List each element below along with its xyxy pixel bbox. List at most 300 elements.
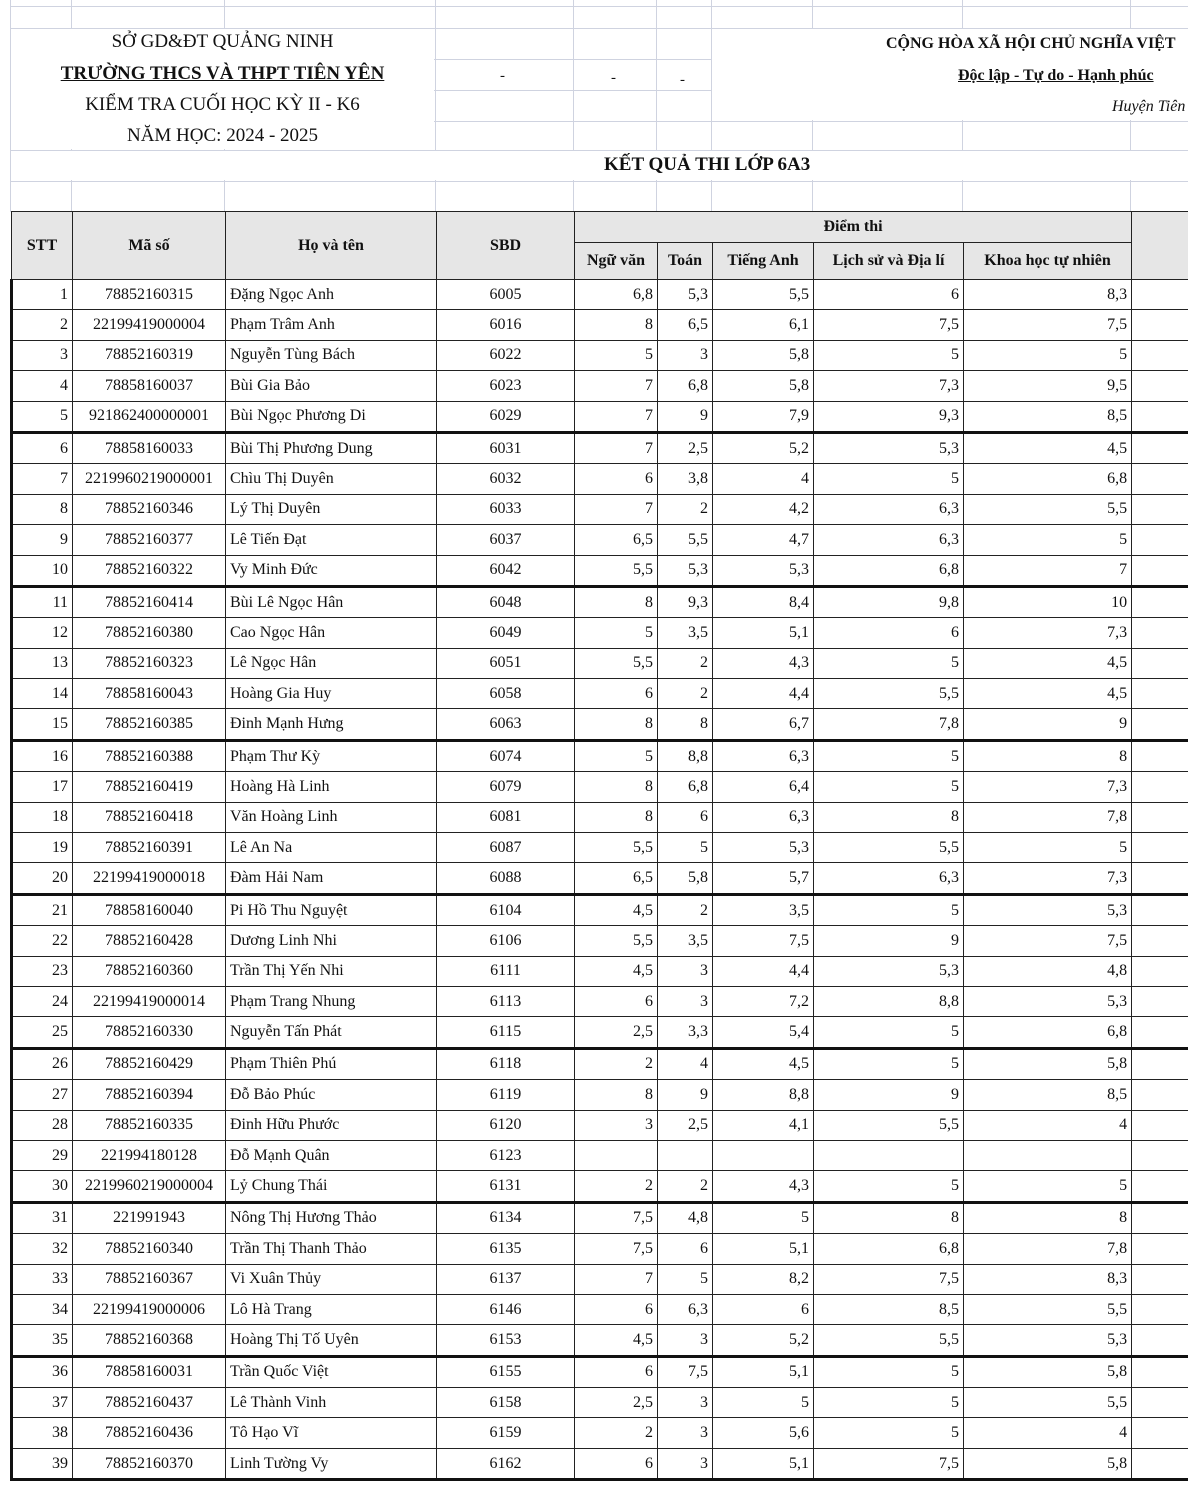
cell-extra <box>1132 1080 1188 1110</box>
cell-sbd: 6042 <box>437 555 575 586</box>
cell-english: 4,5 <box>713 1048 814 1079</box>
cell-extra <box>1132 432 1188 463</box>
cell-english: 5,2 <box>713 1325 814 1356</box>
cell-history-geography: 8,8 <box>814 986 964 1016</box>
cell-math: 2 <box>658 894 713 925</box>
cell-literature: 8 <box>575 802 658 832</box>
column-header-english: Tiếng Anh <box>713 243 814 280</box>
table-row <box>12 340 1188 370</box>
cell-extra <box>1132 986 1188 1016</box>
cell-student-id: 22199419000006 <box>73 1294 226 1324</box>
cell-history-geography: 6 <box>814 280 964 310</box>
cell-stt: 12 <box>12 618 73 648</box>
cell-natural-science: 7,5 <box>964 926 1132 956</box>
cell-literature: 6 <box>575 986 658 1016</box>
table-row <box>12 863 1188 894</box>
cell-extra <box>1132 740 1188 771</box>
cell-literature: 8 <box>575 772 658 802</box>
cell-stt: 25 <box>12 1017 73 1048</box>
cell-natural-science: 4,5 <box>964 648 1132 678</box>
cell-student-name: Lê Thành Vinh <box>226 1388 437 1418</box>
cell-natural-science: 8 <box>964 1202 1132 1233</box>
cell-student-name: Bùi Gia Bảo <box>226 371 437 401</box>
table-row <box>12 802 1188 832</box>
table-row <box>12 740 1188 771</box>
table-row <box>12 1140 1188 1170</box>
cell-math: 5,3 <box>658 555 713 586</box>
cell-extra <box>1132 340 1188 370</box>
cell-literature: 6,8 <box>575 280 658 310</box>
cell-natural-science <box>964 1140 1132 1170</box>
cell-extra <box>1132 679 1188 709</box>
cell-english: 4 <box>713 464 814 494</box>
cell-student-id: 78852160419 <box>73 772 226 802</box>
cell-history-geography: 6,3 <box>814 525 964 555</box>
cell-sbd: 6005 <box>437 280 575 310</box>
cell-natural-science: 4,5 <box>964 679 1132 709</box>
cell-extra <box>1132 310 1188 340</box>
cell-student-name: Cao Ngọc Hân <box>226 618 437 648</box>
cell-natural-science: 5,8 <box>964 1048 1132 1079</box>
cell-extra <box>1132 1017 1188 1048</box>
table-row <box>12 709 1188 740</box>
cell-natural-science: 7,3 <box>964 772 1132 802</box>
cell-extra <box>1132 1110 1188 1140</box>
cell-student-name: Bùi Ngọc Phương Di <box>226 401 437 432</box>
cell-sbd: 6087 <box>437 833 575 863</box>
cell-stt: 17 <box>12 772 73 802</box>
cell-english: 5 <box>713 1202 814 1233</box>
cell-student-id: 78852160394 <box>73 1080 226 1110</box>
table-row <box>12 1264 1188 1294</box>
cell-student-id: 78858160043 <box>73 679 226 709</box>
cell-math: 3 <box>658 956 713 986</box>
cell-english: 3,5 <box>713 894 814 925</box>
cell-stt: 4 <box>12 371 73 401</box>
table-row <box>12 1294 1188 1324</box>
cell-literature: 5 <box>575 618 658 648</box>
cell-literature: 5 <box>575 340 658 370</box>
cell-natural-science: 7 <box>964 555 1132 586</box>
cell-extra <box>1132 525 1188 555</box>
cell-student-id: 78852160315 <box>73 280 226 310</box>
cell-literature: 5,5 <box>575 926 658 956</box>
cell-sbd: 6123 <box>437 1140 575 1170</box>
cell-stt: 1 <box>12 280 73 310</box>
cell-history-geography: 8,5 <box>814 1294 964 1324</box>
cell-literature: 7,5 <box>575 1234 658 1264</box>
cell-history-geography: 6 <box>814 618 964 648</box>
cell-history-geography: 5,3 <box>814 956 964 986</box>
table-row <box>12 926 1188 956</box>
cell-math: 3 <box>658 1388 713 1418</box>
cell-extra <box>1132 1325 1188 1356</box>
cell-math: 4 <box>658 1048 713 1079</box>
table-row <box>12 618 1188 648</box>
cell-student-name: Đỗ Mạnh Quân <box>226 1140 437 1170</box>
cell-sbd: 6106 <box>437 926 575 956</box>
column-header-history-geography: Lịch sử và Địa lí <box>814 243 964 280</box>
cell-extra <box>1132 956 1188 986</box>
cell-sbd: 6031 <box>437 432 575 463</box>
cell-student-id: 78852160385 <box>73 709 226 740</box>
cell-student-id: 78852160377 <box>73 525 226 555</box>
cell-literature: 6 <box>575 1448 658 1479</box>
merged-cell-title <box>11 151 1188 180</box>
cell-stt: 15 <box>12 709 73 740</box>
cell-student-id: 78852160340 <box>73 1234 226 1264</box>
cell-math: 5,8 <box>658 863 713 894</box>
cell-english: 7,5 <box>713 926 814 956</box>
table-row <box>12 956 1188 986</box>
cell-stt: 6 <box>12 432 73 463</box>
cell-math: 2 <box>658 494 713 524</box>
cell-literature: 7 <box>575 494 658 524</box>
cell-literature: 8 <box>575 709 658 740</box>
cell-english: 4,4 <box>713 679 814 709</box>
cell-student-name: Vy Minh Đức <box>226 555 437 586</box>
cell-natural-science: 5,5 <box>964 494 1132 524</box>
cell-stt: 18 <box>12 802 73 832</box>
cell-extra <box>1132 494 1188 524</box>
cell-english: 4,3 <box>713 1171 814 1202</box>
cell-sbd: 6118 <box>437 1048 575 1079</box>
cell-student-name: Đinh Hữu Phước <box>226 1110 437 1140</box>
cell-extra <box>1132 1264 1188 1294</box>
cell-math: 3,5 <box>658 926 713 956</box>
cell-natural-science: 5,3 <box>964 1325 1132 1356</box>
results-table <box>10 211 1188 1481</box>
cell-student-id: 22199419000004 <box>73 310 226 340</box>
cell-stt: 10 <box>12 555 73 586</box>
cell-history-geography: 5 <box>814 1171 964 1202</box>
cell-stt: 19 <box>12 833 73 863</box>
cell-history-geography: 8 <box>814 1202 964 1233</box>
cell-extra <box>1132 618 1188 648</box>
cell-english: 6,4 <box>713 772 814 802</box>
cell-natural-science: 5,5 <box>964 1388 1132 1418</box>
cell-natural-science: 4,5 <box>964 432 1132 463</box>
table-row <box>12 1356 1188 1387</box>
cell-sbd: 6119 <box>437 1080 575 1110</box>
cell-math: 3 <box>658 1325 713 1356</box>
cell-literature: 5 <box>575 740 658 771</box>
cell-history-geography: 5,5 <box>814 679 964 709</box>
cell-student-id: 78852160391 <box>73 833 226 863</box>
column-header-id: Mã số <box>73 212 226 280</box>
cell-sbd: 6137 <box>437 1264 575 1294</box>
cell-math: 9 <box>658 1080 713 1110</box>
table-row <box>12 555 1188 586</box>
cell-stt: 27 <box>12 1080 73 1110</box>
cell-math: 2 <box>658 1171 713 1202</box>
cell-sbd: 6016 <box>437 310 575 340</box>
cell-sbd: 6131 <box>437 1171 575 1202</box>
cell-extra <box>1132 586 1188 617</box>
cell-sbd: 6158 <box>437 1388 575 1418</box>
cell-math: 4,8 <box>658 1202 713 1233</box>
cell-english: 4,4 <box>713 956 814 986</box>
cell-stt: 33 <box>12 1264 73 1294</box>
cell-math: 5,5 <box>658 525 713 555</box>
cell-extra <box>1132 1448 1188 1479</box>
cell-english: 5,1 <box>713 1234 814 1264</box>
cell-history-geography: 5 <box>814 1388 964 1418</box>
cell-literature: 7 <box>575 371 658 401</box>
cell-math: 8 <box>658 709 713 740</box>
cell-extra <box>1132 280 1188 310</box>
cell-student-name: Lê Tiến Đạt <box>226 525 437 555</box>
cell-english: 8,4 <box>713 586 814 617</box>
cell-natural-science: 4,8 <box>964 956 1132 986</box>
cell-sbd: 6081 <box>437 802 575 832</box>
cell-natural-science: 5,3 <box>964 894 1132 925</box>
cell-student-id: 2219960219000004 <box>73 1171 226 1202</box>
cell-natural-science: 7,5 <box>964 310 1132 340</box>
cell-sbd: 6120 <box>437 1110 575 1140</box>
cell-sbd: 6063 <box>437 709 575 740</box>
cell-sbd: 6049 <box>437 618 575 648</box>
cell-student-id: 221994180128 <box>73 1140 226 1170</box>
cell-history-geography: 5 <box>814 1418 964 1448</box>
cell-stt: 31 <box>12 1202 73 1233</box>
cell-stt: 24 <box>12 986 73 1016</box>
department-name: SỞ GD&ĐT QUẢNG NINH <box>111 31 334 52</box>
cell-sbd: 6088 <box>437 863 575 894</box>
cell-literature: 6 <box>575 1294 658 1324</box>
cell-history-geography: 7,3 <box>814 371 964 401</box>
dash-mark: - <box>500 68 505 84</box>
cell-extra <box>1132 1356 1188 1387</box>
cell-math: 5,3 <box>658 280 713 310</box>
column-header-name: Họ và tên <box>226 212 437 280</box>
cell-natural-science: 10 <box>964 586 1132 617</box>
cell-student-name: Trần Quốc Việt <box>226 1356 437 1387</box>
cell-student-name: Trần Thị Thanh Thảo <box>226 1234 437 1264</box>
table-row <box>12 1171 1188 1202</box>
dash-mark: - <box>680 72 685 88</box>
cell-extra <box>1132 772 1188 802</box>
cell-student-id: 2219960219000001 <box>73 464 226 494</box>
cell-natural-science: 5 <box>964 340 1132 370</box>
cell-student-name: Lê An Na <box>226 833 437 863</box>
cell-student-id: 78852160323 <box>73 648 226 678</box>
table-row <box>12 494 1188 524</box>
cell-natural-science: 8,3 <box>964 280 1132 310</box>
cell-sbd: 6074 <box>437 740 575 771</box>
cell-natural-science: 7,8 <box>964 802 1132 832</box>
cell-english: 5,6 <box>713 1418 814 1448</box>
cell-student-name: Đàm Hải Nam <box>226 863 437 894</box>
cell-student-id: 78852160380 <box>73 618 226 648</box>
cell-student-id: 78858160033 <box>73 432 226 463</box>
grid-line <box>10 181 1188 182</box>
cell-sbd: 6032 <box>437 464 575 494</box>
school-name: TRƯỜNG THCS VÀ THPT TIÊN YÊN <box>60 63 385 84</box>
cell-english: 4,7 <box>713 525 814 555</box>
cell-sbd: 6134 <box>437 1202 575 1233</box>
table-row <box>12 772 1188 802</box>
cell-math: 7,5 <box>658 1356 713 1387</box>
cell-history-geography: 5,5 <box>814 833 964 863</box>
column-header-stt: STT <box>12 212 73 280</box>
cell-stt: 29 <box>12 1140 73 1170</box>
cell-english: 5 <box>713 1388 814 1418</box>
cell-history-geography: 7,5 <box>814 310 964 340</box>
cell-student-id: 78852160360 <box>73 956 226 986</box>
table-row <box>12 1202 1188 1233</box>
cell-literature: 2 <box>575 1048 658 1079</box>
cell-extra <box>1132 464 1188 494</box>
page-title: KẾT QUẢ THI LỚP 6A3 <box>604 154 811 175</box>
table-row <box>12 1080 1188 1110</box>
cell-english: 6,1 <box>713 310 814 340</box>
cell-extra <box>1132 1234 1188 1264</box>
cell-student-id: 78852160367 <box>73 1264 226 1294</box>
cell-extra <box>1132 401 1188 432</box>
cell-literature: 7 <box>575 1264 658 1294</box>
table-row <box>12 525 1188 555</box>
cell-sbd: 6058 <box>437 679 575 709</box>
cell-stt: 39 <box>12 1448 73 1479</box>
cell-stt: 11 <box>12 586 73 617</box>
cell-history-geography: 5 <box>814 1048 964 1079</box>
cell-english: 8,8 <box>713 1080 814 1110</box>
cell-literature: 2,5 <box>575 1388 658 1418</box>
dash-mark: - <box>611 70 616 86</box>
national-motto: Độc lập - Tự do - Hạnh phúc <box>958 67 1154 84</box>
cell-student-id: 78852160428 <box>73 926 226 956</box>
cell-stt: 3 <box>12 340 73 370</box>
cell-extra <box>1132 1388 1188 1418</box>
cell-stt: 26 <box>12 1048 73 1079</box>
cell-english: 4,3 <box>713 648 814 678</box>
cell-math: 3 <box>658 340 713 370</box>
cell-student-name: Nguyễn Tùng Bách <box>226 340 437 370</box>
cell-sbd: 6033 <box>437 494 575 524</box>
cell-sbd: 6029 <box>437 401 575 432</box>
cell-stt: 36 <box>12 1356 73 1387</box>
cell-history-geography: 7,8 <box>814 709 964 740</box>
cell-history-geography: 9,8 <box>814 586 964 617</box>
cell-student-id: 221991943 <box>73 1202 226 1233</box>
cell-stt: 28 <box>12 1110 73 1140</box>
cell-natural-science: 5 <box>964 833 1132 863</box>
table-row <box>12 464 1188 494</box>
grid-line <box>10 6 1188 7</box>
cell-stt: 9 <box>12 525 73 555</box>
table-row <box>12 679 1188 709</box>
cell-literature: 6 <box>575 1356 658 1387</box>
cell-extra <box>1132 1294 1188 1324</box>
cell-literature: 5,5 <box>575 833 658 863</box>
cell-math: 2 <box>658 679 713 709</box>
cell-sbd: 6135 <box>437 1234 575 1264</box>
table-row <box>12 894 1188 925</box>
cell-student-name: Hoàng Hà Linh <box>226 772 437 802</box>
cell-student-name: Nông Thị Hương Thảo <box>226 1202 437 1233</box>
cell-math: 2,5 <box>658 432 713 463</box>
cell-stt: 35 <box>12 1325 73 1356</box>
exam-name: KIỂM TRA CUỐI HỌC KỲ II - K6 <box>85 94 360 115</box>
cell-stt: 20 <box>12 863 73 894</box>
cell-extra <box>1132 648 1188 678</box>
cell-student-name: Linh Tường Vy <box>226 1448 437 1479</box>
cell-math: 3,5 <box>658 618 713 648</box>
table-row <box>12 1418 1188 1448</box>
cell-math: 8,8 <box>658 740 713 771</box>
cell-sbd: 6146 <box>437 1294 575 1324</box>
cell-stt: 14 <box>12 679 73 709</box>
cell-sbd: 6048 <box>437 586 575 617</box>
cell-sbd: 6113 <box>437 986 575 1016</box>
cell-extra <box>1132 833 1188 863</box>
cell-natural-science: 5 <box>964 1171 1132 1202</box>
cell-natural-science: 8 <box>964 740 1132 771</box>
cell-english: 6,7 <box>713 709 814 740</box>
table-row <box>12 432 1188 463</box>
cell-history-geography: 9,3 <box>814 401 964 432</box>
cell-student-name: Lý Thị Duyên <box>226 494 437 524</box>
cell-history-geography: 7,5 <box>814 1448 964 1479</box>
cell-student-name: Đinh Mạnh Hưng <box>226 709 437 740</box>
cell-student-name: Văn Hoàng Linh <box>226 802 437 832</box>
cell-sbd: 6155 <box>437 1356 575 1387</box>
cell-sbd: 6079 <box>437 772 575 802</box>
cell-student-name: Pi Hồ Thu Nguyệt <box>226 894 437 925</box>
cell-literature: 6,5 <box>575 863 658 894</box>
cell-student-name: Trần Thị Yến Nhi <box>226 956 437 986</box>
cell-history-geography: 8 <box>814 802 964 832</box>
cell-stt: 30 <box>12 1171 73 1202</box>
cell-math: 9 <box>658 401 713 432</box>
cell-english: 5,8 <box>713 371 814 401</box>
cell-stt: 22 <box>12 926 73 956</box>
cell-natural-science: 5,5 <box>964 1294 1132 1324</box>
column-header-natural-science: Khoa học tự nhiên <box>964 243 1132 280</box>
cell-math: 6,3 <box>658 1294 713 1324</box>
table-row <box>12 1448 1188 1479</box>
cell-natural-science: 9 <box>964 709 1132 740</box>
cell-history-geography: 6,8 <box>814 555 964 586</box>
cell-student-id: 78852160335 <box>73 1110 226 1140</box>
cell-student-name: Đặng Ngọc Anh <box>226 280 437 310</box>
column-header-scores: Điểm thi <box>575 212 1132 243</box>
cell-history-geography: 5 <box>814 740 964 771</box>
cell-math: 3,8 <box>658 464 713 494</box>
cell-natural-science: 5,3 <box>964 986 1132 1016</box>
cell-english <box>713 1140 814 1170</box>
cell-math: 5 <box>658 833 713 863</box>
cell-extra <box>1132 1048 1188 1079</box>
cell-student-name: Chìu Thị Duyên <box>226 464 437 494</box>
table-row <box>12 310 1188 340</box>
cell-sbd: 6115 <box>437 1017 575 1048</box>
cell-stt: 34 <box>12 1294 73 1324</box>
cell-history-geography: 5 <box>814 340 964 370</box>
cell-student-id: 78852160414 <box>73 586 226 617</box>
cell-history-geography: 5 <box>814 464 964 494</box>
cell-student-id: 921862400000001 <box>73 401 226 432</box>
cell-history-geography: 7,5 <box>814 1264 964 1294</box>
cell-natural-science: 8,5 <box>964 401 1132 432</box>
cell-english: 4,2 <box>713 494 814 524</box>
cell-math: 2,5 <box>658 1110 713 1140</box>
cell-student-id: 78852160388 <box>73 740 226 771</box>
table-row <box>12 280 1188 310</box>
cell-literature: 4,5 <box>575 1325 658 1356</box>
cell-literature: 7 <box>575 401 658 432</box>
